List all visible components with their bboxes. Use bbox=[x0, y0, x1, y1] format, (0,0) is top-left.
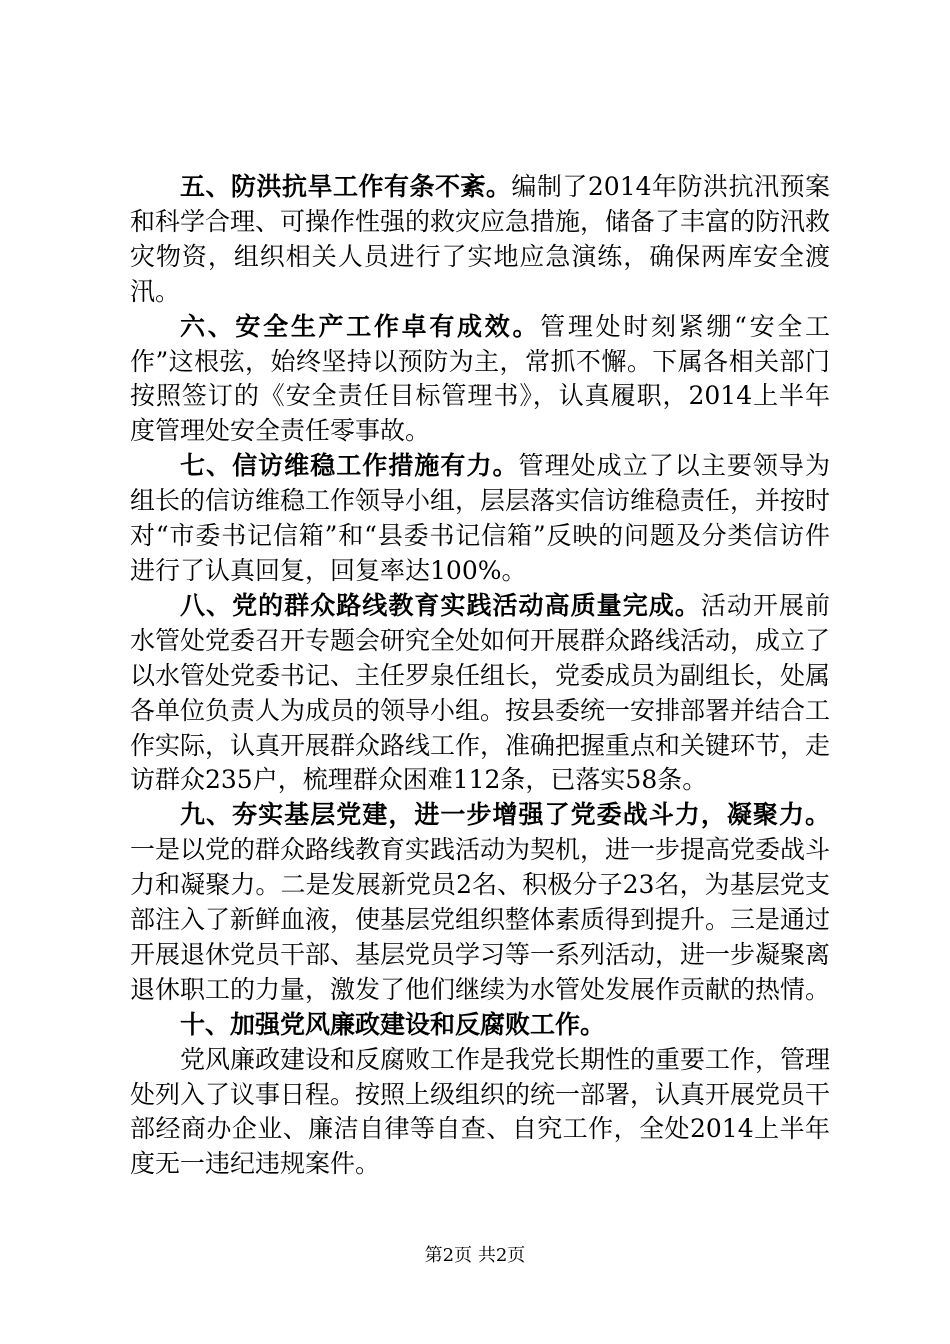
paragraph-petition-stability bbox=[130, 449, 830, 589]
paragraph-mass-line-campaign bbox=[130, 589, 830, 798]
paragraph-anti-corruption-body bbox=[130, 1043, 830, 1183]
paragraph-anti-corruption-heading bbox=[130, 1008, 830, 1043]
paragraph-heading: 六、安全生产工作卓有成效。 bbox=[180, 311, 541, 341]
paragraph-safety-production bbox=[130, 310, 830, 450]
paragraph-party-building bbox=[130, 798, 830, 1007]
paragraph-heading: 五、防洪抗旱工作有条不紊。 bbox=[180, 172, 512, 201]
paragraph-heading: 七、信访维稳工作措施有力。 bbox=[180, 451, 519, 481]
page-footer bbox=[0, 1244, 950, 1268]
paragraph-text: 管理处时刻紧绷“安全工作”这根弦，始终坚持以预防为主，常抓不懈。下属各相关部门按照签订的《安全责任目标管理书》，认真履职，2014上半年度管理处安全责任零事故。 bbox=[130, 311, 830, 446]
paragraph-heading: 十、加强党风廉政建设和反腐败工作。 bbox=[180, 1009, 606, 1039]
paragraph-text: 活动开展前水管处党委召开专题会研究全处如何开展群众路线活动，成立了以水管处党委书记、主任罗泉任组长，党委成员为副组长，处属各单位负责人为成员的领导小组。按县委统一安排部署并结合工作实际，认真开展群众路线工作，准确把握重点和关键环节，走访群众235户，梳理群众困难112条，已落实58条。 bbox=[130, 590, 831, 795]
page-number: 第2页 共2页 bbox=[424, 1245, 526, 1266]
document-body bbox=[130, 170, 830, 1182]
paragraph-flood-control bbox=[130, 170, 830, 310]
paragraph-heading: 九、夯实基层党建，进一步增强了党委战斗力，凝聚力。 bbox=[180, 800, 830, 830]
paragraph-text: 编制了2014年防洪抗汛预案和科学合理、可操作性强的救灾应急措施，储备了丰富的防汛救灾物资，组织相关人员进行了实地应急演练，确保两库安全渡汛。 bbox=[130, 172, 831, 306]
paragraph-text: 党风廉政建设和反腐败工作是我党长期性的重要工作，管理处列入了议事日程。按照上级组织的统一部署，认真开展党员干部经商办企业、廉洁自律等自查、自究工作，全处2014上半年度无一违纪违规案件。 bbox=[130, 1044, 831, 1179]
paragraph-text: 一是以党的群众路线教育实践活动为契机，进一步提高党委战斗力和凝聚力。二是发展新党员2名、积极分子23名，为基层党支部注入了新鲜血液，使基层党组织整体素质得到提升。三是通过开展退休党员干部、基层党员学习等一系列活动，进一步凝聚离退休职工的力量，激发了他们继续为水管处发展作贡献的热情。 bbox=[130, 835, 831, 1004]
paragraph-text: 管理处成立了以主要领导为组长的信访维稳工作领导小组，层层落实信访维稳责任，并按时对“市委书记信箱”和“县委书记信箱”反映的问题及分类信访件进行了认真回复，回复率达100%。 bbox=[130, 451, 831, 585]
paragraph-heading: 八、党的群众路线教育实践活动高质量完成。 bbox=[180, 590, 701, 620]
